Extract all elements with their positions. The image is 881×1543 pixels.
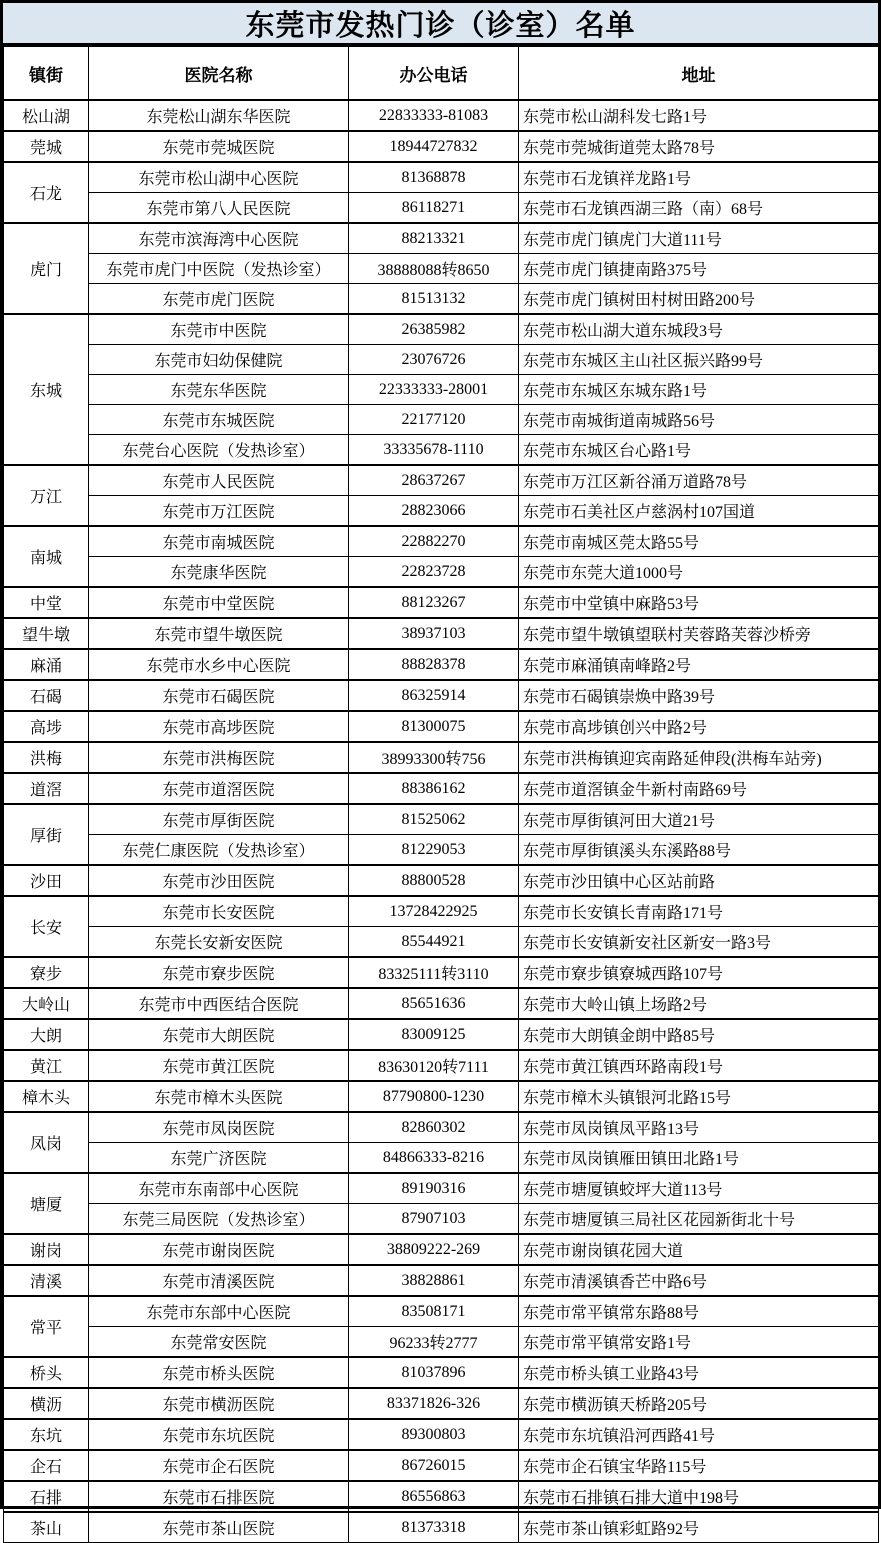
- table-row: [4, 465, 879, 496]
- town-cell: 黄江: [4, 1050, 89, 1081]
- phone-cell: 81229053: [349, 835, 519, 866]
- column-header-address: 地址: [519, 47, 879, 101]
- hospital-name-cell: 东莞康华医院: [89, 557, 349, 588]
- hospital-name-cell: 东莞市中医院: [89, 314, 349, 345]
- phone-cell: 81525062: [349, 804, 519, 835]
- table-row: [4, 131, 879, 162]
- hospital-name-cell: 东莞市大朗医院: [89, 1019, 349, 1050]
- phone-cell: 23076726: [349, 345, 519, 375]
- table-row: [4, 1173, 879, 1204]
- address-cell: 东莞市樟木头镇银河北路15号: [519, 1081, 879, 1112]
- address-cell: 东莞市长安镇长青南路171号: [519, 896, 879, 927]
- town-cell: 莞城: [4, 131, 89, 162]
- address-cell: 东莞市道滘镇金牛新村南路69号: [519, 773, 879, 804]
- phone-cell: 83371826-326: [349, 1388, 519, 1419]
- phone-cell: 38828861: [349, 1265, 519, 1296]
- table-row: [4, 100, 879, 131]
- table-row: [4, 284, 879, 315]
- phone-cell: 88828378: [349, 649, 519, 680]
- hospital-name-cell: 东莞市虎门中医院（发热诊室）: [89, 254, 349, 284]
- address-cell: 东莞市塘厦镇三局社区花园新街北十号: [519, 1204, 879, 1235]
- hospital-name-cell: 东莞市松山湖中心医院: [89, 162, 349, 193]
- address-cell: 东莞市松山湖科发七路1号: [519, 100, 879, 131]
- table-row: [4, 988, 879, 1019]
- hospital-name-cell: 东莞市石碣医院: [89, 680, 349, 711]
- phone-cell: 96233转2777: [349, 1327, 519, 1358]
- table-row: [4, 526, 879, 557]
- table-row: [4, 1450, 879, 1481]
- table-row: [4, 680, 879, 711]
- hospital-name-cell: 东莞常安医院: [89, 1327, 349, 1358]
- address-cell: 东莞市虎门镇捷南路375号: [519, 254, 879, 284]
- address-cell: 东莞市东城区东城东路1号: [519, 375, 879, 405]
- address-cell: 东莞市常平镇常东路88号: [519, 1296, 879, 1327]
- town-cell: 万江: [4, 465, 89, 526]
- page-title: 东莞市发热门诊（诊室）名单: [3, 3, 878, 46]
- table-row: [4, 1081, 879, 1112]
- address-cell: 东莞市石美社区卢慈涡村107国道: [519, 496, 879, 527]
- hospital-name-cell: 东莞市东部中心医院: [89, 1296, 349, 1327]
- phone-cell: 18944727832: [349, 131, 519, 162]
- address-cell: 东莞市谢岗镇花园大道: [519, 1234, 879, 1265]
- table-row: [4, 162, 879, 193]
- address-cell: 东莞市桥头镇工业路43号: [519, 1357, 879, 1388]
- phone-cell: 86325914: [349, 680, 519, 711]
- town-cell: 塘厦: [4, 1173, 89, 1234]
- address-cell: 东莞市南城区莞太路55号: [519, 526, 879, 557]
- town-cell: 大朗: [4, 1019, 89, 1050]
- address-cell: 东莞市大朗镇金朗中路85号: [519, 1019, 879, 1050]
- address-cell: 东莞市凤岗镇雁田镇田北路1号: [519, 1143, 879, 1174]
- hospital-name-cell: 东莞市企石医院: [89, 1450, 349, 1481]
- table-row: [4, 1388, 879, 1419]
- table-row: [4, 957, 879, 988]
- town-cell: 中堂: [4, 587, 89, 618]
- phone-cell: 88213321: [349, 223, 519, 254]
- address-cell: 东莞市长安镇新安社区新安一路3号: [519, 927, 879, 958]
- hospital-name-cell: 东莞市万江医院: [89, 496, 349, 527]
- table-row: [4, 649, 879, 680]
- hospital-name-cell: 东莞市虎门医院: [89, 284, 349, 315]
- address-cell: 东莞市石龙镇祥龙路1号: [519, 162, 879, 193]
- address-cell: 东莞市横沥镇天桥路205号: [519, 1388, 879, 1419]
- town-cell: 石碣: [4, 680, 89, 711]
- address-cell: 东莞市塘厦镇蛟坪大道113号: [519, 1173, 879, 1204]
- phone-cell: 88123267: [349, 587, 519, 618]
- hospital-name-cell: 东莞市茶山医院: [89, 1512, 349, 1543]
- town-cell: 南城: [4, 526, 89, 587]
- phone-cell: 33335678-1110: [349, 435, 519, 466]
- hospital-name-cell: 东莞市水乡中心医院: [89, 649, 349, 680]
- address-cell: 东莞市常平镇常安路1号: [519, 1327, 879, 1358]
- phone-cell: 22177120: [349, 405, 519, 435]
- address-cell: 东莞市东莞大道1000号: [519, 557, 879, 588]
- table-row: [4, 1112, 879, 1143]
- hospital-name-cell: 东莞市第八人民医院: [89, 193, 349, 224]
- hospital-name-cell: 东莞市妇幼保健院: [89, 345, 349, 375]
- phone-cell: 81513132: [349, 284, 519, 315]
- phone-cell: 26385982: [349, 314, 519, 345]
- address-cell: 东莞市大岭山镇上场路2号: [519, 988, 879, 1019]
- address-cell: 东莞市莞城街道莞太路78号: [519, 131, 879, 162]
- table-row: [4, 345, 879, 375]
- address-cell: 东莞市虎门镇树田村树田路200号: [519, 284, 879, 315]
- hospital-name-cell: 东莞市望牛墩医院: [89, 618, 349, 649]
- hospital-name-cell: 东莞市中堂医院: [89, 587, 349, 618]
- phone-cell: 38809222-269: [349, 1234, 519, 1265]
- town-cell: 清溪: [4, 1265, 89, 1296]
- phone-cell: 22823728: [349, 557, 519, 588]
- phone-cell: 81368878: [349, 162, 519, 193]
- hospital-name-cell: 东莞市高埗医院: [89, 711, 349, 742]
- town-cell: 麻涌: [4, 649, 89, 680]
- phone-cell: 22333333-28001: [349, 375, 519, 405]
- address-cell: 东莞市石排镇石排大道中198号: [519, 1481, 879, 1512]
- address-cell: 东莞市麻涌镇南峰路2号: [519, 649, 879, 680]
- hospital-name-cell: 东莞市南城医院: [89, 526, 349, 557]
- address-cell: 东莞市松山湖大道东城段3号: [519, 314, 879, 345]
- address-cell: 东莞市凤岗镇凤平路13号: [519, 1112, 879, 1143]
- table-row: [4, 865, 879, 896]
- hospital-name-cell: 东莞市清溪医院: [89, 1265, 349, 1296]
- table-row: [4, 1481, 879, 1512]
- town-cell: 洪梅: [4, 742, 89, 773]
- table-row: [4, 618, 879, 649]
- table-row: [4, 1419, 879, 1450]
- hospital-name-cell: 东莞市道滘医院: [89, 773, 349, 804]
- column-header-town: 镇街: [4, 47, 89, 101]
- table-row: [4, 742, 879, 773]
- town-cell: 虎门: [4, 223, 89, 314]
- hospital-name-cell: 东莞东华医院: [89, 375, 349, 405]
- town-cell: 大岭山: [4, 988, 89, 1019]
- town-cell: 企石: [4, 1450, 89, 1481]
- phone-cell: 88386162: [349, 773, 519, 804]
- hospital-name-cell: 东莞广济医院: [89, 1143, 349, 1174]
- table-row: [4, 1050, 879, 1081]
- phone-cell: 38888088转8650: [349, 254, 519, 284]
- phone-cell: 89190316: [349, 1173, 519, 1204]
- town-cell: 松山湖: [4, 100, 89, 131]
- phone-cell: 83630120转7111: [349, 1050, 519, 1081]
- address-cell: 东莞市茶山镇彩虹路92号: [519, 1512, 879, 1543]
- table-row: [4, 557, 879, 588]
- address-cell: 东莞市东城区主山社区振兴路99号: [519, 345, 879, 375]
- address-cell: 东莞市洪梅镇迎宾南路延伸段(洪梅车站旁): [519, 742, 879, 773]
- town-cell: 凤岗: [4, 1112, 89, 1173]
- town-cell: 厚街: [4, 804, 89, 865]
- phone-cell: 84866333-8216: [349, 1143, 519, 1174]
- hospital-name-cell: 东莞市厚街医院: [89, 804, 349, 835]
- phone-cell: 86118271: [349, 193, 519, 224]
- address-cell: 东莞市厚街镇河田大道21号: [519, 804, 879, 835]
- hospital-name-cell: 东莞市东南部中心医院: [89, 1173, 349, 1204]
- phone-cell: 83009125: [349, 1019, 519, 1050]
- phone-cell: 22882270: [349, 526, 519, 557]
- table-row: [4, 804, 879, 835]
- hospital-name-cell: 东莞市莞城医院: [89, 131, 349, 162]
- address-cell: 东莞市清溪镇香芒中路6号: [519, 1265, 879, 1296]
- phone-cell: 13728422925: [349, 896, 519, 927]
- phone-cell: 81037896: [349, 1357, 519, 1388]
- hospital-name-cell: 东莞市人民医院: [89, 465, 349, 496]
- phone-cell: 22833333-81083: [349, 100, 519, 131]
- town-cell: 茶山: [4, 1512, 89, 1543]
- table-row: [4, 1143, 879, 1174]
- town-cell: 道滘: [4, 773, 89, 804]
- table-row: [4, 587, 879, 618]
- address-cell: 东莞市寮步镇寮城西路107号: [519, 957, 879, 988]
- column-header-hospital: 医院名称: [89, 47, 349, 101]
- phone-cell: 87790800-1230: [349, 1081, 519, 1112]
- table-row: [4, 1357, 879, 1388]
- hospital-name-cell: 东莞市樟木头医院: [89, 1081, 349, 1112]
- address-cell: 东莞市石碣镇崇焕中路39号: [519, 680, 879, 711]
- address-cell: 东莞市石龙镇西湖三路（南）68号: [519, 193, 879, 224]
- hospital-name-cell: 东莞台心医院（发热诊室）: [89, 435, 349, 466]
- address-cell: 东莞市东城区台心路1号: [519, 435, 879, 466]
- phone-cell: 28637267: [349, 465, 519, 496]
- hospital-name-cell: 东莞市石排医院: [89, 1481, 349, 1512]
- hospital-name-cell: 东莞仁康医院（发热诊室）: [89, 835, 349, 866]
- clinic-table: [3, 46, 879, 1543]
- table-row: [4, 1234, 879, 1265]
- table-row: [4, 1327, 879, 1358]
- hospital-name-cell: 东莞市洪梅医院: [89, 742, 349, 773]
- hospital-name-cell: 东莞市黄江医院: [89, 1050, 349, 1081]
- town-cell: 沙田: [4, 865, 89, 896]
- address-cell: 东莞市黄江镇西环路南段1号: [519, 1050, 879, 1081]
- hospital-name-cell: 东莞三局医院（发热诊室）: [89, 1204, 349, 1235]
- table-row: [4, 1296, 879, 1327]
- table-row: [4, 254, 879, 284]
- town-cell: 谢岗: [4, 1234, 89, 1265]
- town-cell: 高埗: [4, 711, 89, 742]
- phone-cell: 88800528: [349, 865, 519, 896]
- table-row: [4, 1265, 879, 1296]
- table-row: [4, 896, 879, 927]
- clinic-table-body: [4, 100, 879, 1543]
- hospital-name-cell: 东莞市寮步医院: [89, 957, 349, 988]
- town-cell: 桥头: [4, 1357, 89, 1388]
- town-cell: 长安: [4, 896, 89, 957]
- hospital-name-cell: 东莞长安新安医院: [89, 927, 349, 958]
- phone-cell: 83325111转3110: [349, 957, 519, 988]
- hospital-name-cell: 东莞市沙田医院: [89, 865, 349, 896]
- address-cell: 东莞市中堂镇中麻路53号: [519, 587, 879, 618]
- table-row: [4, 1204, 879, 1235]
- table-row: [4, 835, 879, 866]
- phone-cell: 85544921: [349, 927, 519, 958]
- table-row: [4, 1512, 879, 1543]
- town-cell: 石龙: [4, 162, 89, 223]
- phone-cell: 28823066: [349, 496, 519, 527]
- phone-cell: 81300075: [349, 711, 519, 742]
- hospital-name-cell: 东莞市滨海湾中心医院: [89, 223, 349, 254]
- hospital-name-cell: 东莞市凤岗医院: [89, 1112, 349, 1143]
- town-cell: 望牛墩: [4, 618, 89, 649]
- hospital-name-cell: 东莞松山湖东华医院: [89, 100, 349, 131]
- phone-cell: 82860302: [349, 1112, 519, 1143]
- table-row: [4, 375, 879, 405]
- phone-cell: 87907103: [349, 1204, 519, 1235]
- phone-cell: 85651636: [349, 988, 519, 1019]
- hospital-name-cell: 东莞市横沥医院: [89, 1388, 349, 1419]
- phone-cell: 81373318: [349, 1512, 519, 1543]
- address-cell: 东莞市高埗镇创兴中路2号: [519, 711, 879, 742]
- town-cell: 东城: [4, 314, 89, 465]
- header-row: [4, 47, 879, 101]
- table-row: [4, 496, 879, 527]
- table-row: [4, 405, 879, 435]
- address-cell: 东莞市望牛墩镇望联村芙蓉路芙蓉沙桥旁: [519, 618, 879, 649]
- hospital-name-cell: 东莞市桥头医院: [89, 1357, 349, 1388]
- town-cell: 常平: [4, 1296, 89, 1357]
- hospital-name-cell: 东莞市东坑医院: [89, 1419, 349, 1450]
- phone-cell: 38937103: [349, 618, 519, 649]
- town-cell: 寮步: [4, 957, 89, 988]
- address-cell: 东莞市企石镇宝华路115号: [519, 1450, 879, 1481]
- address-cell: 东莞市万江区新谷涌万道路78号: [519, 465, 879, 496]
- table-row: [4, 223, 879, 254]
- phone-cell: 86556863: [349, 1481, 519, 1512]
- table-row: [4, 435, 879, 466]
- hospital-name-cell: 东莞市中西医结合医院: [89, 988, 349, 1019]
- phone-cell: 83508171: [349, 1296, 519, 1327]
- address-cell: 东莞市南城街道南城路56号: [519, 405, 879, 435]
- table-row: [4, 314, 879, 345]
- table-row: [4, 927, 879, 958]
- town-cell: 横沥: [4, 1388, 89, 1419]
- town-cell: 石排: [4, 1481, 89, 1512]
- table-row: [4, 1019, 879, 1050]
- column-header-phone: 办公电话: [349, 47, 519, 101]
- town-cell: 樟木头: [4, 1081, 89, 1112]
- hospital-name-cell: 东莞市长安医院: [89, 896, 349, 927]
- hospital-name-cell: 东莞市东城医院: [89, 405, 349, 435]
- address-cell: 东莞市虎门镇虎门大道111号: [519, 223, 879, 254]
- address-cell: 东莞市厚街镇溪头东溪路88号: [519, 835, 879, 866]
- address-cell: 东莞市东坑镇沿河西路41号: [519, 1419, 879, 1450]
- phone-cell: 86726015: [349, 1450, 519, 1481]
- table-row: [4, 711, 879, 742]
- address-cell: 东莞市沙田镇中心区站前路: [519, 865, 879, 896]
- table-row: [4, 193, 879, 224]
- town-cell: 东坑: [4, 1419, 89, 1450]
- table-row: [4, 773, 879, 804]
- phone-cell: 89300803: [349, 1419, 519, 1450]
- hospital-name-cell: 东莞市谢岗医院: [89, 1234, 349, 1265]
- phone-cell: 38993300转756: [349, 742, 519, 773]
